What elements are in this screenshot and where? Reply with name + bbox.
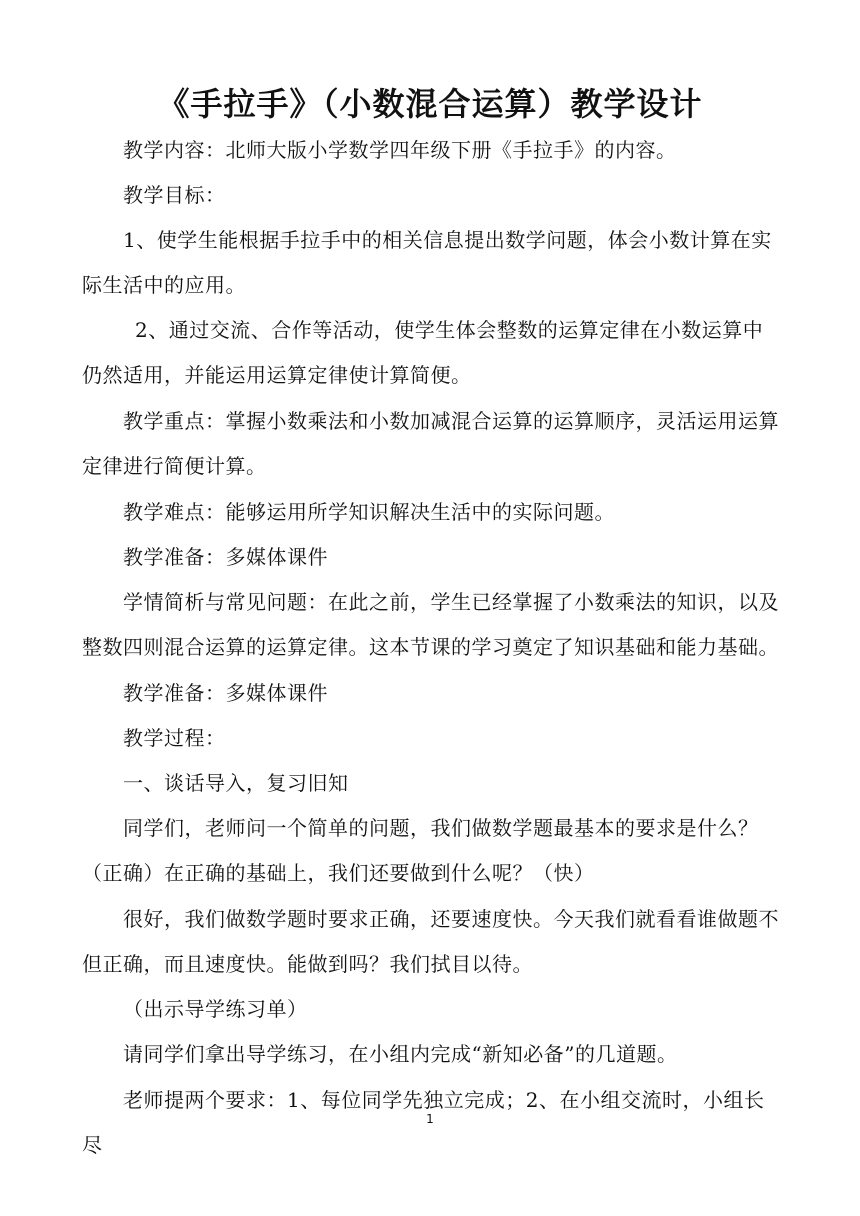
document-title: 《手拉手》（小数混合运算）教学设计 [157,85,703,123]
paragraph-teaching-goals-heading: 教学目标： [123,183,226,207]
paragraph-show-worksheet: （出示导学练习单） [123,997,308,1021]
paragraph-take-out-exercise: 请同学们拿出导学练习，在小组内完成“新知必备”的几道题。 [123,1042,678,1066]
paragraph-difficulties: 教学难点：能够运用所学知识解决生活中的实际问题。 [123,500,615,524]
paragraph-intro-question: 同学们，老师问一个简单的问题，我们做数学题最基本的要求是什么？（正确）在正确的基础上，我们还要做到什么呢？（快） [82,816,759,885]
paragraph-preparation: 教学准备：多媒体课件 [123,545,328,569]
paragraph-process-heading: 教学过程： [123,726,226,750]
paragraph-goal-2: 2、通过交流、合作等活动，使学生体会整数的运算定律在小数运算中仍然适用，并能运用运算定律使计算简便。 [82,318,764,387]
paragraph-teaching-content: 教学内容：北师大版小学数学四年级下册《手拉手》的内容。 [123,138,677,162]
page-number: 1 [426,1112,434,1126]
paragraph-two-requirements: 老师提两个要求：1、每位同学先独立完成；2、在小组交流时，小组长尽 [82,1088,765,1157]
paragraph-key-points: 教学重点：掌握小数乘法和小数加减混合运算的运算顺序，灵活运用运算定律进行简便计算。 [82,409,779,478]
paragraph-preparation-repeat: 教学准备：多媒体课件 [123,681,328,705]
paragraph-goal-1: 1、使学生能根据手拉手中的相关信息提出数学问题，体会小数计算在实际生活中的应用。 [82,228,772,297]
paragraph-student-analysis: 学情简析与常见问题：在此之前，学生已经掌握了小数乘法的知识，以及整数四则混合运算的运算定律。这本节课的学习奠定了知识基础和能力基础。 [82,590,779,659]
section-heading-intro: 一、谈话导入，复习旧知 [123,771,349,795]
paragraph-intro-speed: 很好，我们做数学题时要求正确，还要速度快。今天我们就看看谁做题不但正确，而且速度快。能做到吗？我们拭目以待。 [82,907,779,976]
